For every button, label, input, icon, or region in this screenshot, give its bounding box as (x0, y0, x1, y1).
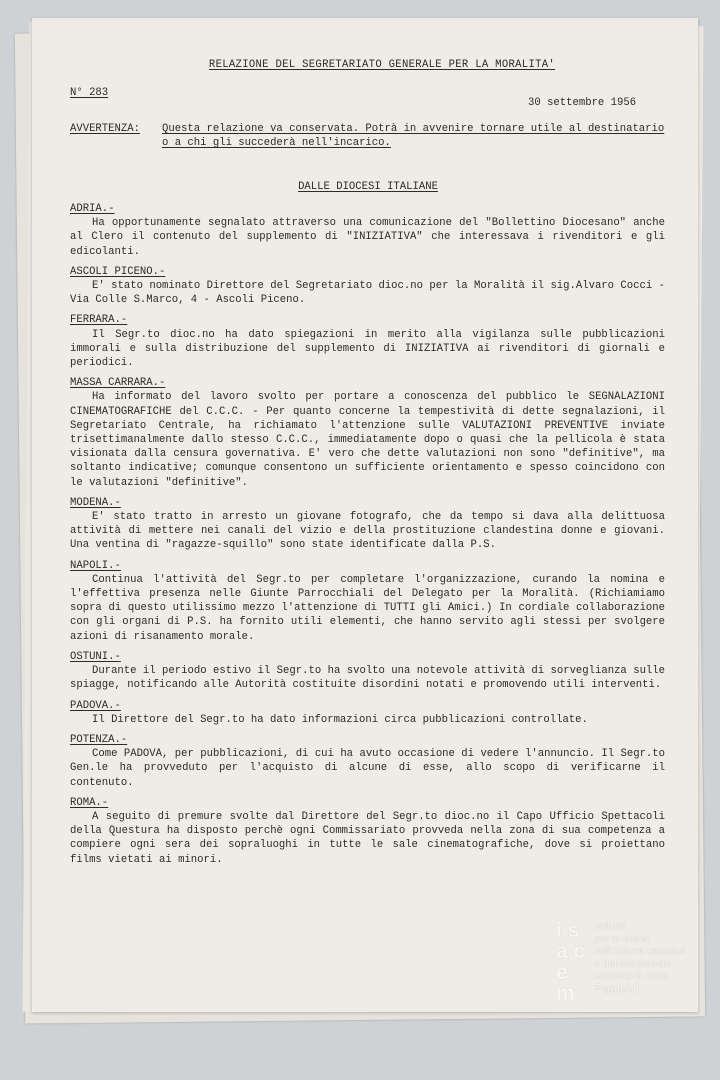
entry-city: ADRIA.- (70, 203, 115, 215)
isacem-watermark (556, 920, 691, 1010)
entry-text: Ha informato del lavoro svolto per portare a conoscenza del pubblico le SEGNALAZIONI CINEMATOGRAFICHE del C.C.C. - Per quanto concerne la tempestività di dette segnalazioni, il Segretariato Centrale, ha richiamato l'attenzione sulle VALUTAZIONI PREVENTIVE inviate trisettimanalmente dallo stesso C.C.C., immediatamente dopo o quasi che la pellicola è stata visionata dalla censura governativa. E' vero che dette valutazioni non sono "definitive", ma soltanto indicative; comunque consentono un sufficiente orientamento e spesso coincidono con le valutazioni "definitive". (70, 391, 665, 489)
entry-city: ROMA.- (70, 796, 109, 809)
document-date: 30 settembre 1956 (528, 97, 637, 109)
entry-city: PADOVA.- (70, 699, 121, 712)
entry-massa-carrara (70, 376, 665, 490)
isacem-logo-mark: i s a c e m (556, 919, 586, 1005)
entry-ferrara (70, 313, 665, 370)
watermark-line: per la storia (594, 932, 649, 945)
entry-potenza (70, 733, 665, 790)
watermark-line: cattolico in Italia (594, 970, 669, 983)
entry-city: ASCOLI PICENO.- (70, 265, 166, 278)
entry-modena (70, 496, 665, 553)
entry-text: Il Segr.to dioc.no ha dato spiegazioni in merito alla vigilanza sulle pubblicazioni immorali e sulla distribuzione del supplemento di INIZIATIVA ai rivenditori di giornali e periodici. (70, 328, 665, 370)
document-page (32, 18, 698, 1012)
warning-label: AVVERTENZA: (70, 123, 140, 135)
entry-ostuni (70, 650, 665, 693)
entry-city: OSTUNI.- (70, 650, 121, 663)
watermark-line: PaoloVI (594, 980, 640, 996)
watermark-line: dell'Azione cattolica (594, 945, 686, 958)
document-title: RELAZIONE DEL SEGRETARIATO GENERALE PER LA MORALITA' (208, 59, 556, 71)
entry-text: Come PADOVA, per pubblicazioni, di cui ha avuto occasione di vedere l'annuncio. Il Segr.to Gen.le ha provveduto per l'acquisto di alcune di esse, allo scopo di verificarne il contenuto. (70, 748, 665, 789)
isacem-logo-text (594, 920, 694, 996)
entry-text: Durante il periodo estivo il Segr.to ha svolto una notevole attività di sorveglianza sulle spiagge, notificando alle Autorità costituite disordini notati e promovendo utili interventi. (70, 665, 665, 692)
entry-text: A seguito di premure svolte dal Direttore del Segr.to dioc.no il Capo Ufficio Spettacoli della Questura ha disposto perchè ogni Commissariato provveda nella zona di sua competenza a compiere ogni sera dei sopraluoghi in tutte le sale cinematografiche, dove si proiettano films vietati ai minori. (70, 810, 665, 866)
entry-adria (70, 202, 665, 259)
entry-city: FERRARA.- (70, 314, 128, 327)
entry-city: MASSA CARRARA.- (70, 377, 166, 390)
warning-block (70, 122, 680, 150)
entries-list (70, 196, 665, 867)
entry-text: Continua l'attività del Segr.to per completare l'organizzazione, curando la nomina e l'effettiva presenza nelle Giunte Parrocchiali del Delegato per la Moralità. (Richiamiamo sopra di questo utilissimo mezzo l'attenzione di TUTTI gli Amici.) In cordiale collaborazione con gli organi di P.S. ha fornito utili elementi, che hanno servito agli stessi per svolgere azioni di risanamento morale. (70, 573, 665, 643)
entry-ascoli-piceno (70, 265, 665, 308)
document-number: N° 283 (70, 87, 109, 99)
warning-text: Questa relazione va conservata. Potrà in avvenire tornare utile al destinatario o a chi gli succederà nell'incarico. (162, 123, 665, 150)
section-title: DALLE DIOCESI ITALIANE (298, 181, 438, 193)
entry-text: E' stato nominato Direttore del Segretariato dioc.no per la Moralità il sig.Alvaro Cocci - Via Colle S.Marco, 4 - Ascoli Piceno. (70, 280, 665, 307)
entry-text: E' stato tratto in arresto un giovane fotografo, che da tempo si dava alla delittuosa attività di mettere nei canali del vizio e della prostituzione clandestina donne e giovani. Una ventina di "ragazze-squillo" sono state identificate dalla P.S. (70, 511, 665, 552)
watermark-line: Istituto (594, 920, 625, 932)
entry-city: POTENZA.- (70, 733, 128, 746)
entry-padova (70, 699, 665, 727)
entry-city: MODENA.- (70, 496, 121, 509)
watermark-line: e del movimento (594, 957, 672, 970)
entry-napoli (70, 559, 665, 644)
entry-text: Il Direttore del Segr.to ha dato informazioni circa pubblicazioni controllate. (92, 713, 588, 726)
entry-text: Ha opportunamente segnalato attraverso una comunicazione del "Bollettino Diocesano" anche al Clero il contenuto del supplemento di "INIZIATIVA" che interessava i rivenditori e gli edicolanti. (70, 217, 665, 258)
entry-roma (70, 796, 665, 867)
entry-city: NAPOLI.- (70, 559, 121, 572)
